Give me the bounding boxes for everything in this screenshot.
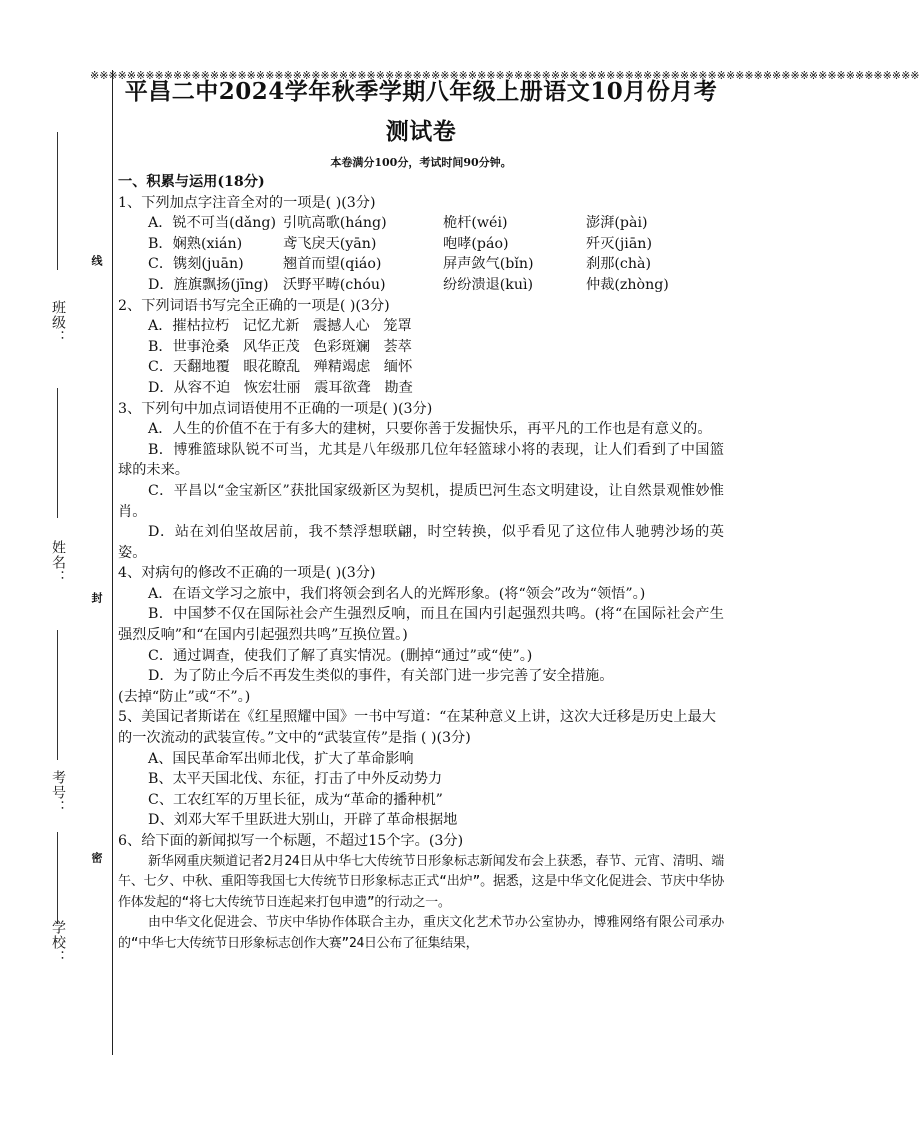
question-3-stem: 3、下列句中加点词语使用不正确的一项是( )(3分)	[118, 400, 433, 417]
margin-rule	[112, 70, 113, 1055]
question-6-stem: 6、给下面的新闻拟写一个标题，不超过15个字。(3分)	[118, 833, 464, 849]
school-label: 学校：	[50, 920, 66, 965]
fill-line-class	[57, 132, 58, 270]
seal-word-seal: 封	[90, 592, 103, 603]
q1-option-d: D．旌旗飘扬(jīng) 沃野平畴(chóu) 纷纷溃退(kuì) 仲裁(zhòng)	[148, 276, 669, 293]
news-paragraph-1: 新华网重庆频道记者2月24日从中华七大传统节日形象标志新闻发布会上获悉，春节、元宵、清明、端午、七夕、中秋、重阳等我国七大传统节日形象标志正式“出炉”。据悉，这是中华文化促进会、节庆中华协作体发起的“将七大传统节日连起来打包申遗”的行动之一。	[118, 853, 724, 910]
q3-option-a: A．人生的价值不在于有多大的建树，只要你善于发掘快乐，再平凡的工作也是有意义的。	[148, 421, 712, 438]
seal-star-column: ※※※※※※※※※※※※※※※※※※※※※※※※※※※※※※※※※※※※※※※※※※※※※※※※※※※※※※※※※※※※※※※※※※※※※※※※※※※※※※※※※※※※※※※※※※	[90, 69, 920, 82]
question-1-stem: 1、下列加点字注音全对的一项是( )(3分)	[118, 194, 376, 211]
exam-paper	[118, 72, 724, 955]
q5-option-c: C、工农红军的万里长征，成为“革命的播种机”	[148, 791, 443, 808]
exam-instructions: 本卷满分100分，考试时间90分钟。	[330, 156, 512, 169]
seal-word-line: 线	[90, 255, 103, 266]
exam-number-label: 考号：	[50, 770, 66, 815]
q5-option-d: D、刘邓大军千里跃进大别山，开辟了革命根据地	[148, 812, 458, 829]
fill-line-name	[57, 388, 58, 518]
q3-option-d: D．站在刘伯坚故居前，我不禁浮想联翩，时空转换，似乎看见了这位伟人驰骋沙场的英姿。	[118, 524, 724, 561]
q5-option-a: A、国民革命军出师北伐，扩大了革命影响	[148, 750, 414, 767]
fill-line-number	[57, 630, 58, 760]
exam-title-line2: 测试卷	[385, 118, 457, 145]
question-5-stem: 5、美国记者斯诺在《红星照耀中国》一书中写道：“在某种意义上讲，这次大迁移是历史上最大的一次流动的武装宣传。”文中的“武装宣传”是指 ( )(3分)	[118, 709, 716, 747]
q2-option-c: C．天翻地覆 眼花瞭乱 殚精竭虑 缅怀	[148, 359, 413, 376]
fill-line-school	[57, 832, 58, 924]
q4-option-b: B．中国梦不仅在国际社会产生强烈反响，而且在国内引起强烈共鸣。(将“在国际社会产生强烈反响”和“在国内引起强烈共鸣”互换位置。)	[118, 606, 724, 644]
q4-option-d-note: (去掉“防止”或“不”。)	[118, 688, 251, 705]
q4-option-d: D．为了防止今后不再发生类似的事件，有关部门进一步完善了安全措施。	[148, 668, 614, 685]
q2-option-b: B．世事沧桑 风华正茂 色彩斑斓 荟萃	[148, 338, 412, 355]
section-heading: 一、积累与运用(18分)	[118, 174, 265, 190]
q3-option-c: C．平昌以“金宝新区”获批国家级新区为契机，提质巴河生态文明建设，让自然景观惟妙惟肖。	[118, 482, 724, 520]
q1-option-a: A．锐不可当(dǎng) 引吭高歌(háng) 桅杆(wéi) 澎湃(pài)	[148, 215, 648, 232]
q2-option-a: A．摧枯拉朽 记忆尤新 震撼人心 笼罩	[148, 318, 412, 335]
q4-option-a: A．在语文学习之旅中，我们将领会到名人的光辉形象。(将“领会”改为“领悟”。)	[148, 585, 646, 602]
seal-word-secret: 密	[90, 852, 103, 863]
q1-option-c: C．镌刻(juān) 翘首而望(qiáo) 屏声敛气(bǐn) 刹那(chà)	[148, 256, 651, 273]
news-paragraph-2: 由中华文化促进会、节庆中华协作体联合主办，重庆文化艺术节办公室协办，博雅网络有限公司承办的“中华七大传统节日形象标志创作大赛”24日公布了征集结果，	[118, 915, 724, 951]
q3-option-b: B．博雅篮球队锐不可当，尤其是八年级那几位年轻篮球小将的表现，让人们看到了中国篮球的未来。	[118, 441, 724, 479]
q5-option-b: B、太平天国北伐、东征，打击了中外反动势力	[148, 771, 443, 788]
class-label: 班级：	[50, 300, 66, 345]
q4-option-c: C．通过调查，使我们了解了真实情况。(删掉“通过”或“使”。)	[148, 647, 533, 664]
q1-option-b: B．娴熟(xián) 鸢飞戾天(yān) 咆哮(páo) 歼灭(jiān)	[148, 235, 652, 252]
exam-title: 平昌二中2024学年秋季学期八年级上册语文10月份月考	[124, 78, 718, 105]
question-4-stem: 4、对病句的修改不正确的一项是( )(3分)	[118, 565, 376, 582]
q2-option-d: D．从容不迫 恢宏壮丽 震耳欲聋 勘查	[148, 379, 413, 396]
question-2-stem: 2、下列词语书写完全正确的一项是( )(3分)	[118, 297, 390, 314]
name-label: 姓名：	[50, 540, 66, 585]
